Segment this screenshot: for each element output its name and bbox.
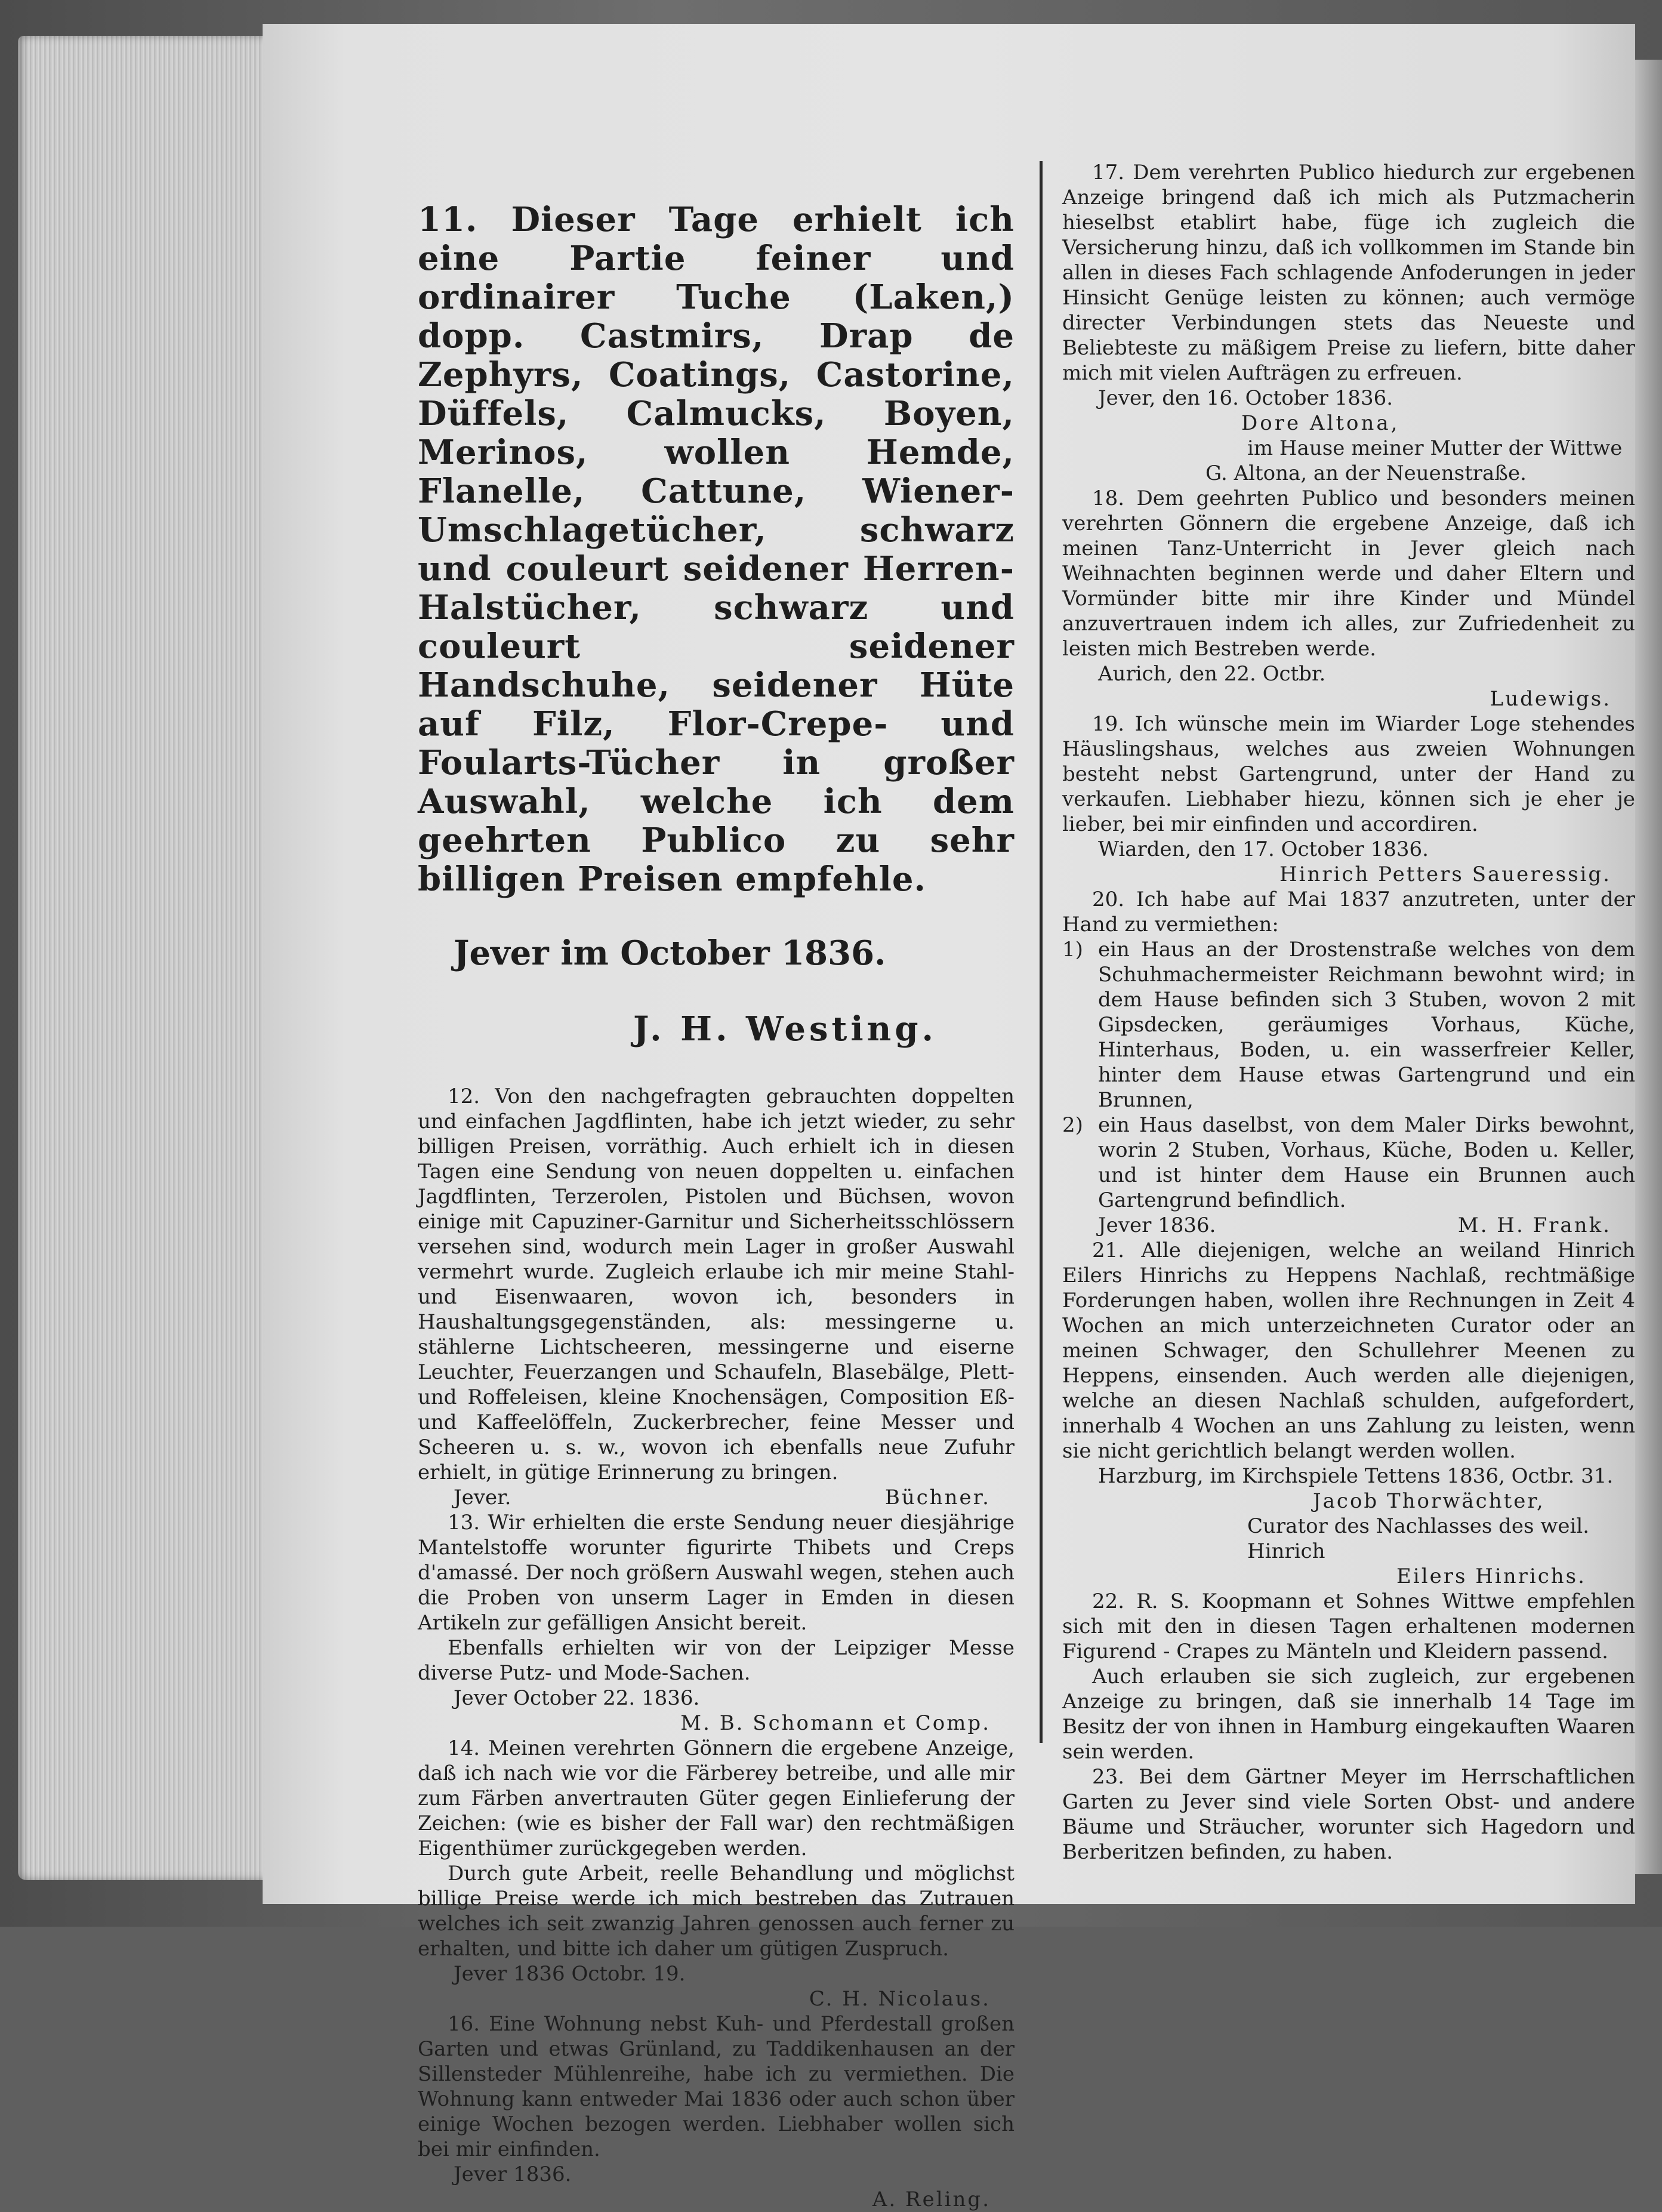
right-column (1062, 160, 1635, 1865)
ad-signature: M. B. Schomann et Comp. (680, 1711, 991, 1735)
ad-signature: Dore Altona, (1241, 411, 1400, 435)
ad-text: 11. Dieser Tage erhielt ich eine Partie feiner und ordinairer Tuche (Laken,) dopp. Castmirs, Drap de Zephyrs, Coatings, Castorine, Düffels, Calmucks, Boyen, Merinos, wollen Hemde, Flanelle, Cattune, Wiener-Umschlagetücher, schwarz und couleurt seidener Herren-Halstücher, schwarz und couleurt seidener Handschuhe, seidener Hüte auf Filz, Flor-Crepe- und Foularts-Tücher in großer Auswahl, welche ich dem geehrten Publico zu sehr billigen Preisen empfehle. (418, 200, 1015, 899)
ad-signature: C. H. Nicolaus. (809, 1987, 991, 2011)
list-item (1062, 937, 1635, 1113)
ad-text-2: Durch gute Arbeit, reelle Behandlung und möglichst billige Preise werde ich mich bestreben das Zutrauen welches ich seit zwanzig Jahren genossen auch ferner zu erhalten, und bitte ich daher um gütigen Zuspruch. (418, 1862, 1015, 1961)
ad-text: 22. R. S. Koopmann et Sohnes Wittwe empfehlen sich mit den in diesen Tagen erhaltenen modernen Figurend - Crapes zu Mänteln und Kleidern passend. (1062, 1589, 1635, 1663)
ad-signature-line-3: Eilers Hinrichs. (1396, 1564, 1586, 1588)
ad-signature: Büchner. (884, 1486, 991, 1509)
ad-signature: J. H. Westing. (633, 1009, 937, 1049)
advertisement-21 (1062, 1238, 1635, 1589)
advertisement-12 (418, 1084, 1015, 1510)
left-column (418, 167, 1015, 2212)
ad-text: 21. Alle diejenigen, welche an weiland Hinrich Eilers Hinrichs zu Heppens Nachlaß, rechtmäßige Forderungen haben, wollen ihre Rechnungen in Zeit 4 Wochen an mich unterzeichneten Curator oder an meinen Schwager, den Schullehrer Meenen zu Heppens, einsenden. Auch werden alle diejenigen, welche an diesen Nachlaß schulden, aufgefordert, innerhalb 4 Wochen an uns Zahlung zu leisten, wenn sie nicht gerichtlich belangt werden wollen. (1062, 1239, 1635, 1463)
ad-text: 16. Eine Wohnung nebst Kuh- und Pferdestall großen Garten und etwas Grünland, zu Taddikenhausen an der Sillensteder Mühlenreihe, habe ich zu vermiethen. Die Wohnung kann entweder Mai 1836 oder auch schon über einige Wochen bezogen werden. Liebhaber wollen sich bei mir einfinden. (418, 2012, 1015, 2161)
ad-text: 20. Ich habe auf Mai 1837 anzutreten, unter der Hand zu vermiethen: (1062, 888, 1635, 936)
list-item-text: ein Haus an der Drostenstraße welches von dem Schuhmachermeister Reichmann bewohnt wird; in dem Hause befinden sich 3 Stuben, wovon 2 mit Gipsdecken, geräumiges Vorhaus, Küche, Hinterhaus, Boden, u. ein wasserfreier Keller, hinter dem Hause etwas Gartengrund und ein Brunnen, (1098, 938, 1635, 1112)
list-item (1062, 1113, 1635, 1213)
ad-signature: M. H. Frank. (1457, 1213, 1611, 1237)
ad-text-2: Ebenfalls erhielten wir von der Leipziger Messe diverse Putz- und Mode-Sachen. (418, 1636, 1015, 1685)
advertisement-17 (1062, 160, 1635, 486)
book-page-edges (18, 36, 269, 1880)
ad-signature: Hinrich Petters Saueressig. (1279, 862, 1611, 886)
ad-signature-line-2: Curator des Nachlasses des weil. Hinrich (1247, 1514, 1590, 1563)
ad-place: Jever October 22. 1836. (454, 1686, 700, 1710)
ad-text-2: Auch erlauben sie sich zugleich, zur ergebenen Anzeige zu bringen, daß sie innerhalb 14 Tage im Besitz der von ihnen in Hamburg eingekauften Waaren sein werden. (1062, 1665, 1635, 1764)
ad-place: Harzburg, im Kirchspiele Tettens 1836, Octbr. 31. (1098, 1464, 1614, 1488)
advertisement-20 (1062, 887, 1635, 1238)
facing-page-edge (1635, 60, 1662, 1874)
ad-place: Jever, den 16. October 1836. (1098, 386, 1393, 410)
ad-text: 19. Ich wünsche mein im Wiarder Loge stehendes Häuslingshaus, welches aus zweien Wohnungen besteht nebst Gartengrund, unter der Hand zu verkaufen. Liebhaber hiezu, können sich je eher je lieber, bei mir einfinden und accordiren. (1062, 712, 1635, 836)
ad-text: 23. Bei dem Gärtner Meyer im Herrschaftlichen Garten zu Jever sind viele Sorten Obst- und andere Bäume und Sträucher, worunter sich Hagedorn und Berberitzen befinden, zu haben. (1062, 1765, 1635, 1864)
advertisement-19 (1062, 711, 1635, 887)
advertisement-23 (1062, 1764, 1635, 1865)
ad-text: 14. Meinen verehrten Gönnern die ergebene Anzeige, daß ich nach wie vor die Färberey betreibe, und alle mir zum Färben anvertrauten Güter gegen Einlieferung der Zeichen: (wie es bisher der Fall war) den rechtmäßigen Eigenthümer zurückgegeben werden. (418, 1736, 1015, 1860)
ad-signature: Ludewigs. (1490, 687, 1611, 711)
list-item-number: 2) (1062, 1113, 1083, 1137)
ad-text: 17. Dem verehrten Publico hiedurch zur ergebenen Anzeige bringend daß ich mich als Putzmacherin hieselbst etablirt habe, füge ich zugleich die Versicherung hinzu, daß ich vollkommen im Stande bin allen in dieses Fach schlagende Anfoderungen in jeder Hinsicht Genüge leisten zu können; auch vermöge directer Verbindungen stets das Neueste und Beliebteste zu mäßigem Preise zu liefern, bitte daher mich mit vielen Aufträgen zu erfreuen. (1062, 161, 1635, 385)
ad-place: Jever 1836 Octobr. 19. (454, 1962, 686, 1986)
ad-text: 18. Dem geehrten Publico und besonders meinen verehrten Gönnern die ergebene Anzeige, daß ich meinen Tanz-Unterricht in Jever gleich nach Weihnachten beginnen werde und daher Eltern und Vormünder bitte mir ihre Kinder und Mündel anzuvertrauen indem ich alles, zur Zufriedenheit zu leisten mich Bestreben werde. (1062, 486, 1635, 661)
advertisement-11 (418, 201, 1015, 1050)
ad-text: 12. Von den nachgefragten gebrauchten doppelten und einfachen Jagdflinten, habe ich jetzt wieder, zu sehr billigen Preisen, vorräthig. Auch erhielt ich in diesen Tagen eine Sendung von neuen doppelten u. einfachen Jagdflinten, Terzerolen, Pistolen und Büchsen, wovon einige mit Capuziner-Garnitur und Sicherheitsschlössern versehen sind, wodurch mein Lager in großer Auswahl vermehrt wurde. Zugleich erlaube ich mir meine Stahl- und Eisenwaaren, wovon ich, besonders in Haushaltungsgegenständen, als: messingerne u. stählerne Lichtscheeren, messingerne und eiserne Leuchter, Feuerzangen und Schaufeln, Blasebälge, Plett- und Roffeleisen, kleine Knochensägen, Composition Eß- und Kaffeelöffeln, Zuckerbrecher, feine Messer und Scheeren u. s. w., wovon ich ebenfalls neue Zufuhr erhielt, in gütige Erinnerung zu bringen. (418, 1085, 1015, 1484)
ad-signature: A. Reling. (872, 2188, 991, 2211)
advertisement-13 (418, 1510, 1015, 1736)
list-item-text: ein Haus daselbst, von dem Maler Dirks bewohnt, worin 2 Stuben, Vorhaus, Küche, Boden u. Keller, und ist hinter dem Hause ein Brunnen auch Gartengrund befindlich. (1098, 1113, 1635, 1212)
ad-place: Aurich, den 22. Octbr. (1098, 662, 1326, 686)
advertisement-14 (418, 1736, 1015, 2011)
ad-text: 13. Wir erhielten die erste Sendung neuer diesjährige Mantelstoffe worunter figurirte Thibets und Creps d'amassé. Der noch größern Auswahl wegen, stehen auch die Proben von unserm Lager in Emden in diesen Artikeln zur gefälligen Ansicht bereit. (418, 1511, 1015, 1635)
ad-place: Jever im October 1836. (454, 934, 886, 973)
ad-signature-line-2: im Hause meiner Mutter der Wittwe (1247, 436, 1623, 460)
list-item-number: 1) (1062, 938, 1083, 962)
column-divider (1040, 161, 1043, 1743)
ad-signature-line-3: G. Altona, an der Neuenstraße. (1205, 461, 1527, 485)
advertisement-22 (1062, 1589, 1635, 1764)
ad-place: Jever. (454, 1486, 511, 1509)
advertisement-16 (418, 2011, 1015, 2212)
ad-place: Jever 1836. (1098, 1213, 1216, 1237)
ad-signature: Jacob Thorwächter, (1313, 1489, 1545, 1513)
advertisement-18 (1062, 486, 1635, 711)
ad-place: Wiarden, den 17. October 1836. (1098, 837, 1429, 861)
ad-place: Jever 1836. (454, 2162, 572, 2186)
